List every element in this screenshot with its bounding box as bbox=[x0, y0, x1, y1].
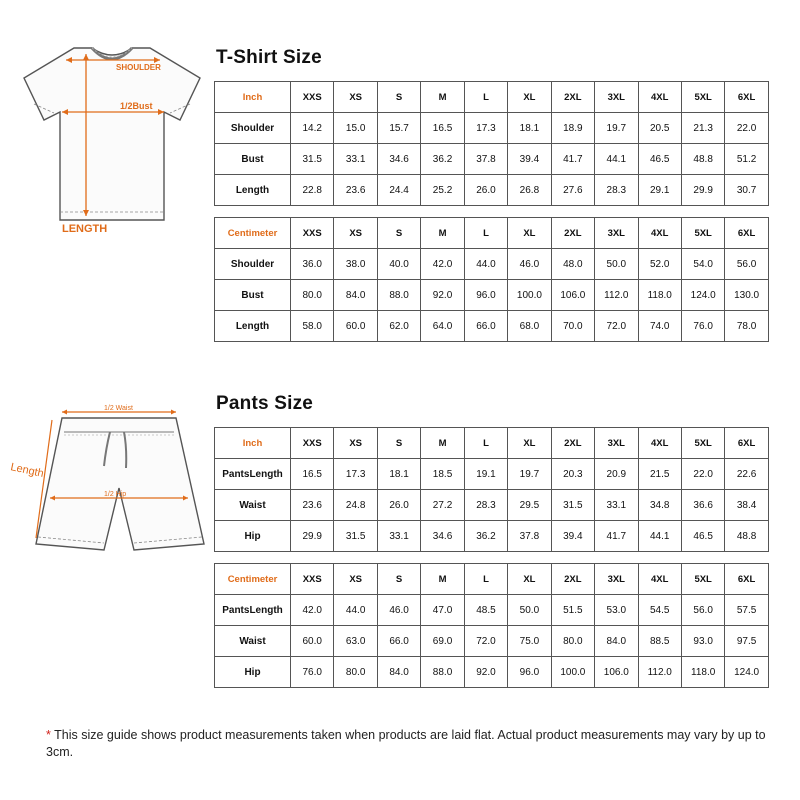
measurement-cell: 36.2 bbox=[421, 144, 464, 175]
size-header-cell: 4XL bbox=[638, 428, 681, 459]
measurement-cell: 75.0 bbox=[508, 626, 551, 657]
measurement-cell: 33.1 bbox=[377, 521, 420, 552]
measurement-cell: 48.8 bbox=[725, 521, 768, 552]
measurement-cell: 19.7 bbox=[508, 459, 551, 490]
measurement-cell: 74.0 bbox=[638, 311, 681, 342]
measurement-cell: 118.0 bbox=[681, 657, 724, 688]
measurement-cell: 93.0 bbox=[681, 626, 724, 657]
measurement-cell: 112.0 bbox=[595, 280, 638, 311]
measurement-cell: 124.0 bbox=[681, 280, 724, 311]
measurement-cell: 34.6 bbox=[421, 521, 464, 552]
measurement-cell: 14.2 bbox=[291, 113, 334, 144]
measurement-cell: 48.0 bbox=[551, 249, 594, 280]
measurement-cell: 130.0 bbox=[725, 280, 768, 311]
measurement-cell: 92.0 bbox=[464, 657, 507, 688]
measurement-cell: 17.3 bbox=[464, 113, 507, 144]
size-guide-footnote bbox=[46, 727, 776, 761]
measurement-cell: 70.0 bbox=[551, 311, 594, 342]
measurement-cell: 118.0 bbox=[638, 280, 681, 311]
pants-length-label: Length bbox=[9, 461, 45, 480]
row-label: Length bbox=[215, 175, 291, 206]
size-header-cell: 2XL bbox=[551, 564, 594, 595]
footnote-text: This size guide shows product measurements taken when products are laid flat. Actual product measurements may vary by up to 3cm. bbox=[46, 728, 766, 759]
measurement-cell: 33.1 bbox=[334, 144, 377, 175]
measurement-cell: 88.5 bbox=[638, 626, 681, 657]
measurement-cell: 44.1 bbox=[595, 144, 638, 175]
table-row bbox=[215, 144, 769, 175]
measurement-cell: 46.5 bbox=[681, 521, 724, 552]
row-label: Waist bbox=[215, 626, 291, 657]
size-header-cell: L bbox=[464, 564, 507, 595]
measurement-cell: 44.0 bbox=[334, 595, 377, 626]
size-header-cell: 2XL bbox=[551, 428, 594, 459]
measurement-cell: 84.0 bbox=[377, 657, 420, 688]
measurement-cell: 15.7 bbox=[377, 113, 420, 144]
size-header-cell: 2XL bbox=[551, 218, 594, 249]
measurement-cell: 76.0 bbox=[681, 311, 724, 342]
measurement-cell: 29.9 bbox=[291, 521, 334, 552]
measurement-cell: 34.6 bbox=[377, 144, 420, 175]
size-header-cell: XL bbox=[508, 428, 551, 459]
measurement-cell: 72.0 bbox=[464, 626, 507, 657]
pants-illustration bbox=[6, 398, 206, 558]
bust-label: 1/2Bust bbox=[120, 101, 153, 111]
measurement-cell: 36.2 bbox=[464, 521, 507, 552]
size-header-row bbox=[215, 218, 769, 249]
size-header-cell: 5XL bbox=[681, 82, 724, 113]
row-label: Hip bbox=[215, 521, 291, 552]
size-header-cell: XXS bbox=[291, 564, 334, 595]
measurement-cell: 100.0 bbox=[551, 657, 594, 688]
length-label: LENGTH bbox=[62, 223, 108, 235]
measurement-cell: 18.1 bbox=[508, 113, 551, 144]
measurement-cell: 80.0 bbox=[551, 626, 594, 657]
measurement-cell: 88.0 bbox=[377, 280, 420, 311]
table-row bbox=[215, 175, 769, 206]
measurement-cell: 20.3 bbox=[551, 459, 594, 490]
table-row bbox=[215, 280, 769, 311]
measurement-cell: 47.0 bbox=[421, 595, 464, 626]
measurement-cell: 17.3 bbox=[334, 459, 377, 490]
measurement-cell: 41.7 bbox=[551, 144, 594, 175]
table-row bbox=[215, 521, 769, 552]
unit-label: Inch bbox=[215, 428, 291, 459]
row-label: Shoulder bbox=[215, 249, 291, 280]
size-header-cell: 3XL bbox=[595, 82, 638, 113]
measurement-cell: 50.0 bbox=[508, 595, 551, 626]
measurement-cell: 23.6 bbox=[291, 490, 334, 521]
measurement-cell: 51.2 bbox=[725, 144, 768, 175]
measurement-cell: 96.0 bbox=[464, 280, 507, 311]
measurement-cell: 66.0 bbox=[464, 311, 507, 342]
measurement-cell: 38.4 bbox=[725, 490, 768, 521]
unit-label: Inch bbox=[215, 82, 291, 113]
measurement-cell: 56.0 bbox=[725, 249, 768, 280]
measurement-cell: 20.9 bbox=[595, 459, 638, 490]
tshirt-section-title: T-Shirt Size bbox=[216, 47, 322, 68]
size-header-cell: 6XL bbox=[725, 564, 768, 595]
size-header-cell: 3XL bbox=[595, 428, 638, 459]
measurement-cell: 24.4 bbox=[377, 175, 420, 206]
size-header-cell: 4XL bbox=[638, 218, 681, 249]
measurement-cell: 21.5 bbox=[638, 459, 681, 490]
size-header-cell: L bbox=[464, 428, 507, 459]
measurement-cell: 18.5 bbox=[421, 459, 464, 490]
measurement-cell: 16.5 bbox=[421, 113, 464, 144]
hip-label: 1/2 Hip bbox=[104, 491, 127, 498]
measurement-cell: 63.0 bbox=[334, 626, 377, 657]
measurement-cell: 42.0 bbox=[421, 249, 464, 280]
measurement-cell: 40.0 bbox=[377, 249, 420, 280]
size-header-cell: S bbox=[377, 82, 420, 113]
table-row bbox=[215, 459, 769, 490]
measurement-cell: 29.9 bbox=[681, 175, 724, 206]
measurement-cell: 33.1 bbox=[595, 490, 638, 521]
measurement-cell: 124.0 bbox=[725, 657, 768, 688]
measurement-cell: 54.0 bbox=[681, 249, 724, 280]
measurement-cell: 27.2 bbox=[421, 490, 464, 521]
measurement-cell: 64.0 bbox=[421, 311, 464, 342]
measurement-cell: 76.0 bbox=[291, 657, 334, 688]
size-header-cell: S bbox=[377, 218, 420, 249]
measurement-cell: 37.8 bbox=[464, 144, 507, 175]
size-header-cell: 6XL bbox=[725, 218, 768, 249]
size-header-row bbox=[215, 428, 769, 459]
measurement-cell: 84.0 bbox=[334, 280, 377, 311]
tshirt-cm-table bbox=[214, 217, 769, 342]
size-header-cell: 5XL bbox=[681, 428, 724, 459]
pants-inch-table bbox=[214, 427, 769, 552]
table-row bbox=[215, 490, 769, 521]
table-row bbox=[215, 595, 769, 626]
measurement-cell: 26.0 bbox=[377, 490, 420, 521]
measurement-cell: 46.0 bbox=[377, 595, 420, 626]
measurement-cell: 27.6 bbox=[551, 175, 594, 206]
measurement-cell: 52.0 bbox=[638, 249, 681, 280]
measurement-cell: 48.8 bbox=[681, 144, 724, 175]
measurement-cell: 22.8 bbox=[291, 175, 334, 206]
size-header-cell: XS bbox=[334, 564, 377, 595]
measurement-cell: 28.3 bbox=[595, 175, 638, 206]
row-label: Waist bbox=[215, 490, 291, 521]
size-header-cell: XXS bbox=[291, 82, 334, 113]
size-header-cell: 4XL bbox=[638, 564, 681, 595]
size-header-row bbox=[215, 564, 769, 595]
size-header-cell: S bbox=[377, 564, 420, 595]
measurement-cell: 22.0 bbox=[725, 113, 768, 144]
measurement-cell: 44.1 bbox=[638, 521, 681, 552]
pants-cm-table bbox=[214, 563, 769, 688]
measurement-cell: 18.1 bbox=[377, 459, 420, 490]
measurement-cell: 36.0 bbox=[291, 249, 334, 280]
measurement-cell: 97.5 bbox=[725, 626, 768, 657]
size-header-cell: M bbox=[421, 218, 464, 249]
measurement-cell: 78.0 bbox=[725, 311, 768, 342]
measurement-cell: 46.5 bbox=[638, 144, 681, 175]
measurement-cell: 37.8 bbox=[508, 521, 551, 552]
tshirt-illustration bbox=[14, 40, 210, 240]
measurement-cell: 68.0 bbox=[508, 311, 551, 342]
pants-section-title: Pants Size bbox=[216, 393, 314, 414]
measurement-cell: 28.3 bbox=[464, 490, 507, 521]
row-label: PantsLength bbox=[215, 459, 291, 490]
measurement-cell: 106.0 bbox=[551, 280, 594, 311]
measurement-cell: 80.0 bbox=[291, 280, 334, 311]
measurement-cell: 48.5 bbox=[464, 595, 507, 626]
measurement-cell: 57.5 bbox=[725, 595, 768, 626]
measurement-cell: 36.6 bbox=[681, 490, 724, 521]
table-row bbox=[215, 626, 769, 657]
measurement-cell: 80.0 bbox=[334, 657, 377, 688]
measurement-cell: 96.0 bbox=[508, 657, 551, 688]
size-header-cell: 3XL bbox=[595, 564, 638, 595]
measurement-cell: 29.1 bbox=[638, 175, 681, 206]
row-label: Bust bbox=[215, 280, 291, 311]
size-header-cell: S bbox=[377, 428, 420, 459]
size-header-cell: L bbox=[464, 82, 507, 113]
measurement-cell: 54.5 bbox=[638, 595, 681, 626]
measurement-cell: 60.0 bbox=[291, 626, 334, 657]
measurement-cell: 23.6 bbox=[334, 175, 377, 206]
measurement-cell: 84.0 bbox=[595, 626, 638, 657]
measurement-cell: 42.0 bbox=[291, 595, 334, 626]
measurement-cell: 29.5 bbox=[508, 490, 551, 521]
shoulder-label: SHOULDER bbox=[116, 63, 161, 72]
table-row bbox=[215, 113, 769, 144]
measurement-cell: 41.7 bbox=[595, 521, 638, 552]
measurement-cell: 56.0 bbox=[681, 595, 724, 626]
size-header-cell: XXS bbox=[291, 218, 334, 249]
size-header-cell: XS bbox=[334, 218, 377, 249]
size-header-cell: M bbox=[421, 564, 464, 595]
measurement-cell: 66.0 bbox=[377, 626, 420, 657]
measurement-cell: 31.5 bbox=[334, 521, 377, 552]
measurement-cell: 88.0 bbox=[421, 657, 464, 688]
measurement-cell: 26.0 bbox=[464, 175, 507, 206]
measurement-cell: 100.0 bbox=[508, 280, 551, 311]
measurement-cell: 58.0 bbox=[291, 311, 334, 342]
size-header-cell: XS bbox=[334, 428, 377, 459]
size-header-cell: 3XL bbox=[595, 218, 638, 249]
table-row bbox=[215, 249, 769, 280]
tshirt-inch-table bbox=[214, 81, 769, 206]
measurement-cell: 20.5 bbox=[638, 113, 681, 144]
size-header-cell: 6XL bbox=[725, 82, 768, 113]
measurement-cell: 34.8 bbox=[638, 490, 681, 521]
row-label: Length bbox=[215, 311, 291, 342]
size-header-cell: 6XL bbox=[725, 428, 768, 459]
measurement-cell: 22.6 bbox=[725, 459, 768, 490]
size-header-cell: XL bbox=[508, 218, 551, 249]
measurement-cell: 69.0 bbox=[421, 626, 464, 657]
measurement-cell: 50.0 bbox=[595, 249, 638, 280]
row-label: PantsLength bbox=[215, 595, 291, 626]
table-row bbox=[215, 657, 769, 688]
measurement-cell: 72.0 bbox=[595, 311, 638, 342]
size-header-cell: XXS bbox=[291, 428, 334, 459]
measurement-cell: 46.0 bbox=[508, 249, 551, 280]
measurement-cell: 44.0 bbox=[464, 249, 507, 280]
unit-label: Centimeter bbox=[215, 564, 291, 595]
measurement-cell: 39.4 bbox=[551, 521, 594, 552]
size-header-cell: L bbox=[464, 218, 507, 249]
size-header-cell: M bbox=[421, 82, 464, 113]
measurement-cell: 39.4 bbox=[508, 144, 551, 175]
measurement-cell: 31.5 bbox=[291, 144, 334, 175]
size-header-cell: 5XL bbox=[681, 564, 724, 595]
size-header-row bbox=[215, 82, 769, 113]
measurement-cell: 112.0 bbox=[638, 657, 681, 688]
measurement-cell: 24.8 bbox=[334, 490, 377, 521]
size-header-cell: XL bbox=[508, 564, 551, 595]
measurement-cell: 92.0 bbox=[421, 280, 464, 311]
size-header-cell: XL bbox=[508, 82, 551, 113]
size-header-cell: XS bbox=[334, 82, 377, 113]
measurement-cell: 15.0 bbox=[334, 113, 377, 144]
measurement-cell: 38.0 bbox=[334, 249, 377, 280]
measurement-cell: 19.1 bbox=[464, 459, 507, 490]
size-header-cell: 2XL bbox=[551, 82, 594, 113]
measurement-cell: 19.7 bbox=[595, 113, 638, 144]
measurement-cell: 25.2 bbox=[421, 175, 464, 206]
measurement-cell: 21.3 bbox=[681, 113, 724, 144]
measurement-cell: 31.5 bbox=[551, 490, 594, 521]
waist-label: 1/2 Waist bbox=[104, 405, 133, 412]
measurement-cell: 106.0 bbox=[595, 657, 638, 688]
measurement-cell: 26.8 bbox=[508, 175, 551, 206]
measurement-cell: 30.7 bbox=[725, 175, 768, 206]
unit-label: Centimeter bbox=[215, 218, 291, 249]
measurement-cell: 60.0 bbox=[334, 311, 377, 342]
row-label: Hip bbox=[215, 657, 291, 688]
footnote-star: * bbox=[46, 728, 51, 742]
measurement-cell: 18.9 bbox=[551, 113, 594, 144]
size-header-cell: M bbox=[421, 428, 464, 459]
measurement-cell: 62.0 bbox=[377, 311, 420, 342]
measurement-cell: 51.5 bbox=[551, 595, 594, 626]
table-row bbox=[215, 311, 769, 342]
measurement-cell: 22.0 bbox=[681, 459, 724, 490]
row-label: Bust bbox=[215, 144, 291, 175]
size-header-cell: 5XL bbox=[681, 218, 724, 249]
row-label: Shoulder bbox=[215, 113, 291, 144]
measurement-cell: 53.0 bbox=[595, 595, 638, 626]
measurement-cell: 16.5 bbox=[291, 459, 334, 490]
size-header-cell: 4XL bbox=[638, 82, 681, 113]
